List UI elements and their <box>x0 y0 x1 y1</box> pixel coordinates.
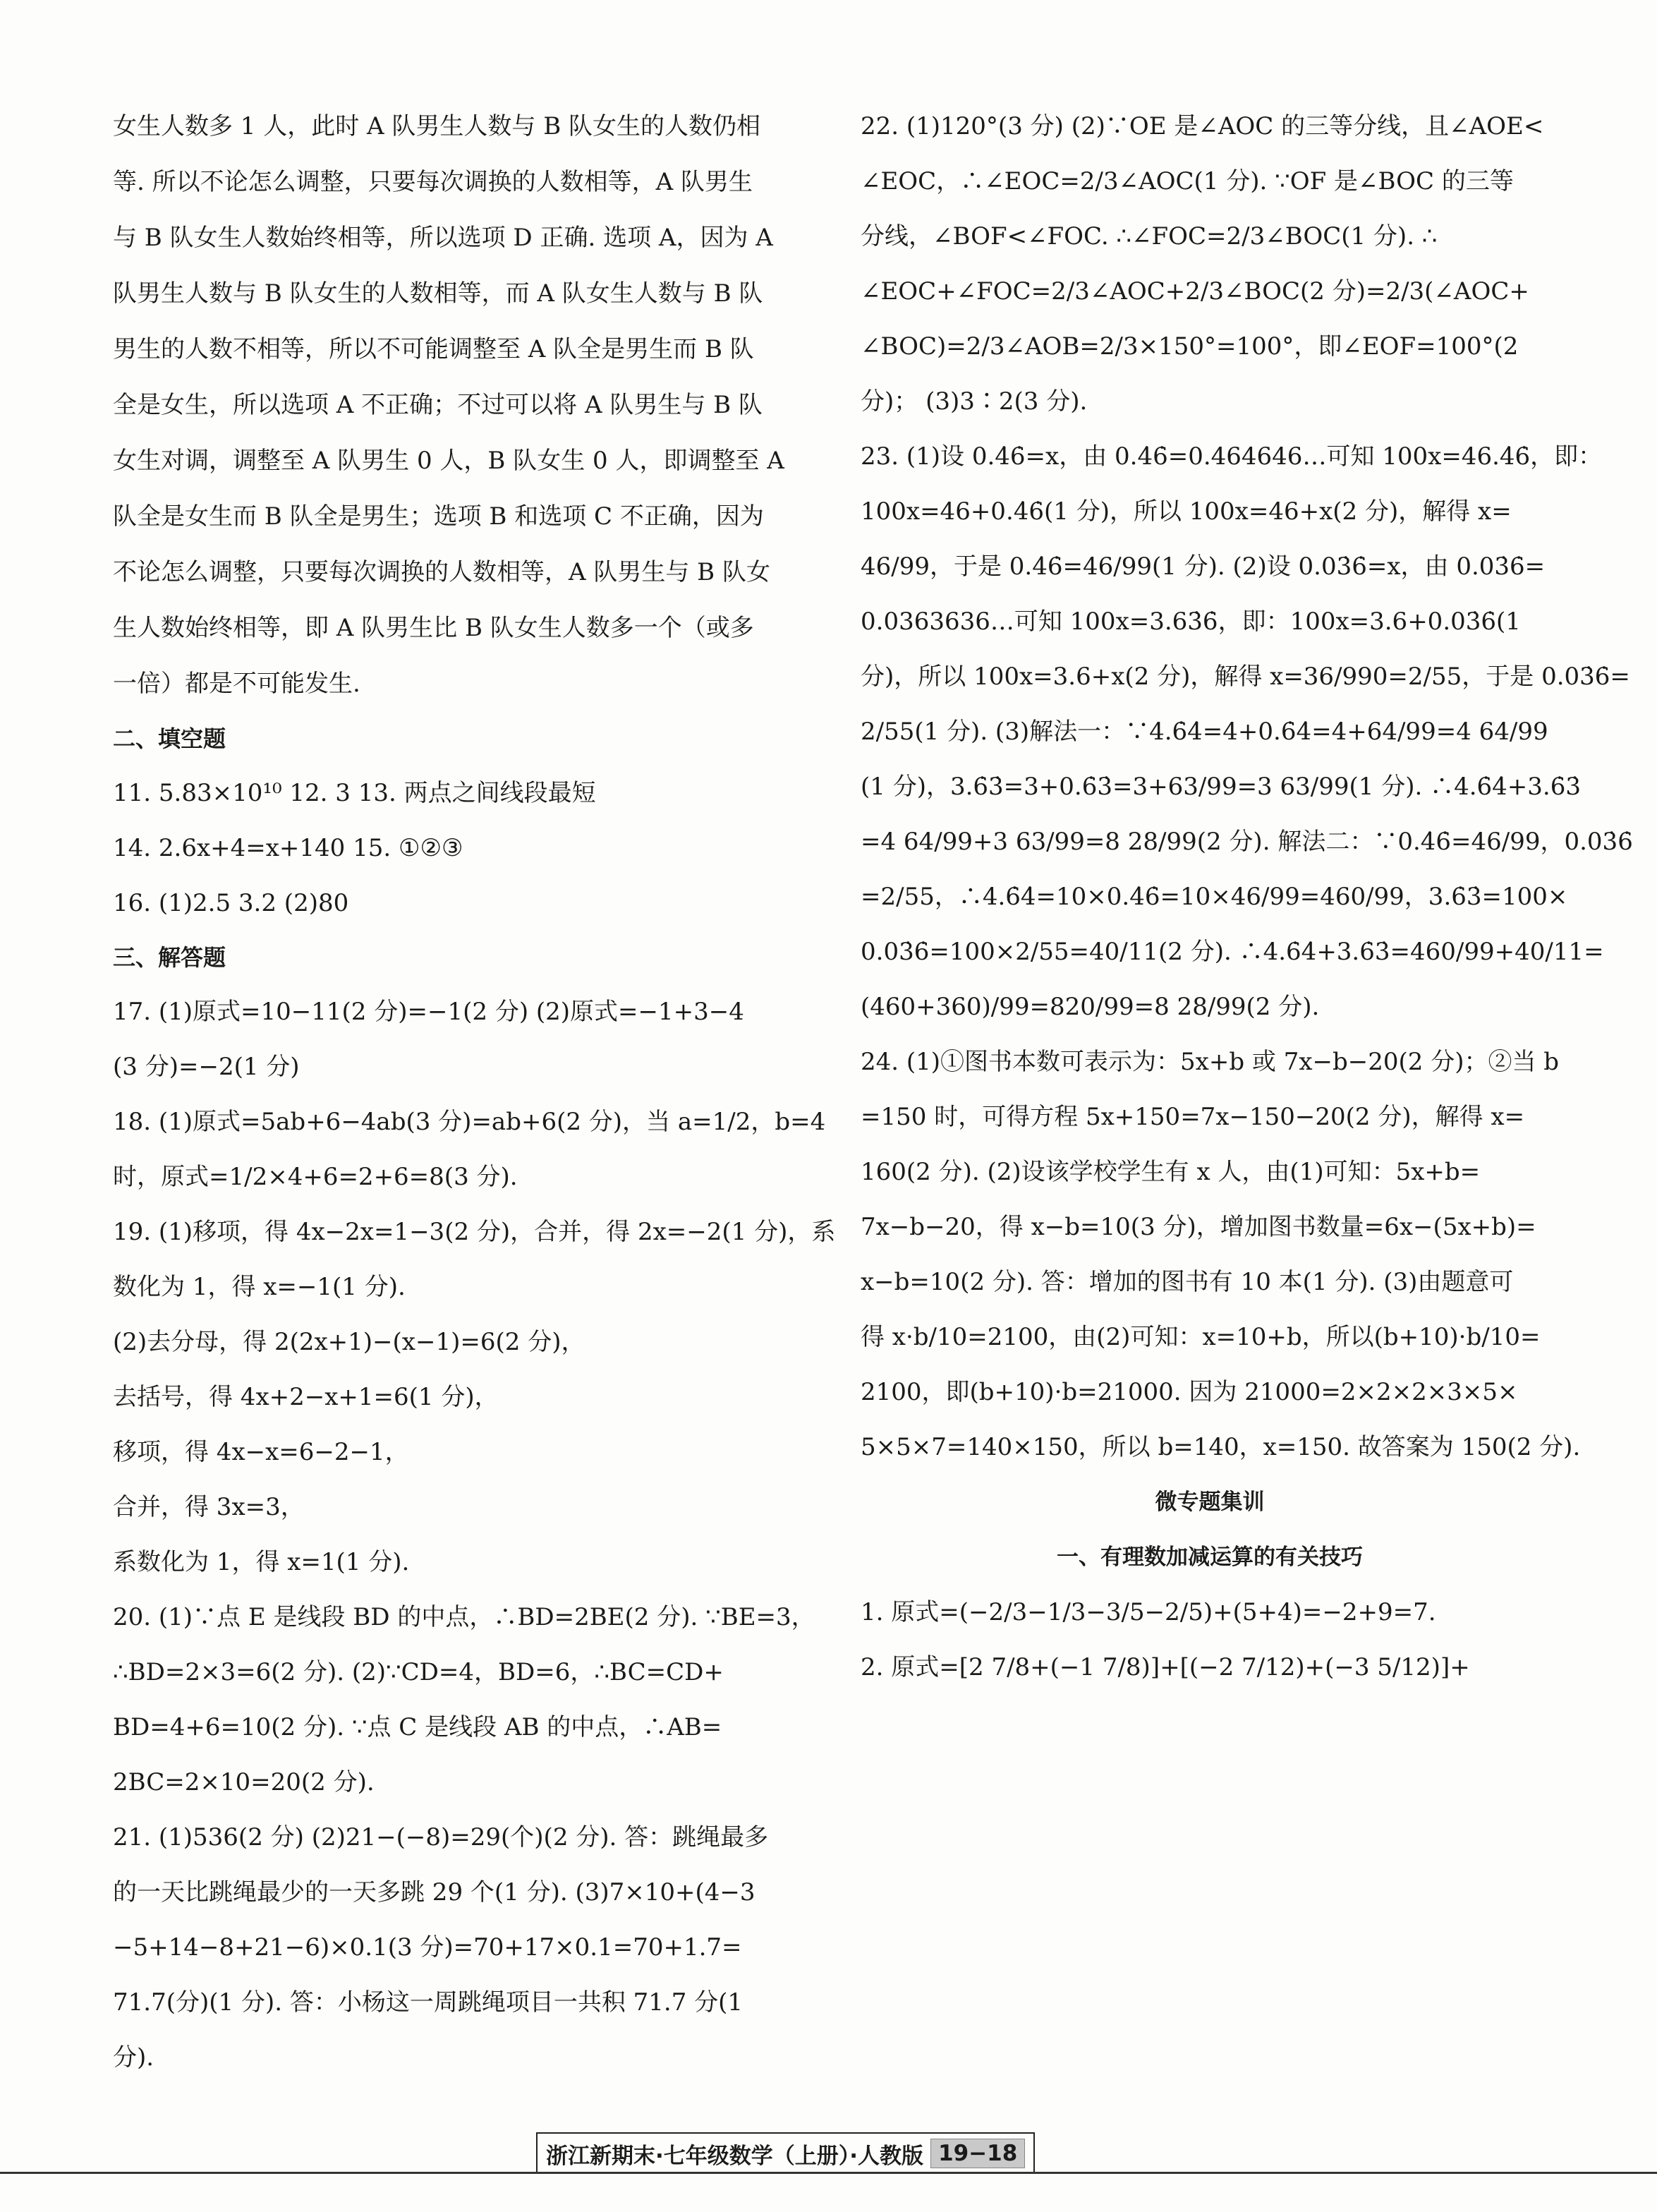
right-column <box>861 99 1633 1695</box>
section-heading-fill: 二、填空题 <box>113 725 226 752</box>
answer-line: 移项，得 4x−x=6−2−1， <box>113 1438 409 1466</box>
footer-divider <box>0 2172 1657 2174</box>
answer-line: 18. (1)原式=5ab+6−4ab(3 分)=ab+6(2 分)，当 a=1/2，b=4 <box>113 1108 826 1136</box>
answer-line: 系数化为 1，得 x=1(1 分). <box>113 1548 410 1576</box>
answer-line: (3 分)=−2(1 分) <box>113 1053 300 1081</box>
text-line: 队全是女生而 B 队全是男生；选项 B 和选项 C 不正确，因为 <box>113 502 764 531</box>
text-line: 一倍）都是不可能发生. <box>113 670 360 698</box>
answer-line: ∠BOC)=2/3∠AOB=2/3×150°=100°，即∠EOF=100°(2 <box>861 332 1519 361</box>
text-line: 生人数始终相等，即 A 队男生比 B 队女生人数多一个（或多 <box>113 614 754 642</box>
answer-line: 5×5×7=140×150，所以 b=140，x=150. 故答案为 150(2 分). <box>861 1433 1581 1461</box>
text-line: 不论怎么调整，只要每次调换的人数相等，A 队男生与 B 队女 <box>113 558 770 586</box>
answer-line: 19. (1)移项，得 4x−2x=1−3(2 分)，合并，得 2x=−2(1 分)，系 <box>113 1218 836 1246</box>
answer-line: 0.03̇6̇=100×2/55=40/11(2 分). ∴4.6̇4̇+3.6̇3̇=460/99+40/11= <box>861 938 1604 966</box>
answer-line: ∠EOC，∴∠EOC=2/3∠AOC(1 分). ∵OF 是∠BOC 的三等 <box>861 167 1514 195</box>
answer-line: 160(2 分). (2)设该学校学生有 x 人，由(1)可知：5x+b= <box>861 1158 1481 1186</box>
answer-line: (2)去分母，得 2(2x+1)−(x−1)=6(2 分)， <box>113 1328 585 1356</box>
right-answers <box>861 99 1633 1475</box>
answer-line: 7x−b−20，得 x−b=10(3 分)，增加图书数量=6x−(5x+b)= <box>861 1213 1536 1241</box>
answer-line: 20. (1)∵点 E 是线段 BD 的中点，∴BD=2BE(2 分). ∵BE=3， <box>113 1603 815 1631</box>
footer-book-label: 浙江新期末·七年级数学（上册）·人教版 <box>546 2143 924 2169</box>
fill-answer: 11. 5.83×10¹⁰ 12. 3 13. 两点之间线段最短 <box>113 779 596 807</box>
answer-line: 24. (1)①图书本数可表示为：5x+b 或 7x−b−20(2 分)；②当 b <box>861 1048 1560 1076</box>
answer-line: 17. (1)原式=10−11(2 分)=−1(2 分) (2)原式=−1+3−4 <box>113 998 744 1026</box>
answer-line: 的一天比跳绳最少的一天多跳 29 个(1 分). (3)7×10+(4−3 <box>113 1878 755 1906</box>
text-line: 男生的人数不相等，所以不可能调整至 A 队全是男生而 B 队 <box>113 335 754 363</box>
answer-line: 46/99，于是 0.4̇6̇=46/99(1 分). (2)设 0.03̇6̇=x，由 0.03̇6̇= <box>861 552 1546 581</box>
answer-line: ∴BD=2×3=6(2 分). (2)∵CD=4，BD=6，∴BC=CD+ <box>113 1658 724 1686</box>
text-line: 队男生人数与 B 队女生的人数相等，而 A 队女生人数与 B 队 <box>113 279 763 308</box>
text-line: 与 B 队女生人数始终相等，所以选项 D 正确. 选项 A，因为 A <box>113 224 773 252</box>
answer-line: x−b=10(2 分). 答：增加的图书有 10 本(1 分). (3)由题意可 <box>861 1268 1514 1296</box>
special-topic-title: 微专题集训 <box>1155 1489 1265 1515</box>
answer-line: 23. (1)设 0.4̇6̇=x，由 0.4̇6̇=0.464646…可知 100x=46.4̇6̇，即： <box>861 442 1603 471</box>
answer-line: 2BC=2×10=20(2 分). <box>113 1768 375 1796</box>
answer-line: 71.7(分)(1 分). 答：小杨这一周跳绳项目一共积 71.7 分(1 <box>113 1988 743 2017</box>
answer-line: 2/55(1 分). (3)解法一：∵4.6̇4̇=4+0.6̇4̇=4+64/99=4 64/99 <box>861 718 1548 746</box>
left-column <box>113 99 839 2085</box>
answer-line: 合并，得 3x=3， <box>113 1493 305 1521</box>
answer-line: 去括号，得 4x+2−x+1=6(1 分)， <box>113 1383 499 1411</box>
answer-line: ∠EOC+∠FOC=2/3∠AOC+2/3∠BOC(2 分)=2/3(∠AOC+ <box>861 277 1529 306</box>
text-line: 女生人数多 1 人，此时 A 队男生人数与 B 队女生的人数仍相 <box>113 112 761 140</box>
fill-answer: 16. (1)2.5 3.2 (2)80 <box>113 889 349 917</box>
answer-line: 1. 原式=(−2/3−1/3−3/5−2/5)+(5+4)=−2+9=7. <box>861 1598 1436 1626</box>
answer-line: 分线，∠BOF<∠FOC. ∴∠FOC=2/3∠BOC(1 分). ∴ <box>861 222 1438 250</box>
answer-line: 得 x·b/10=2100，由(2)可知：x=10+b，所以(b+10)·b/10= <box>861 1323 1541 1351</box>
solve-answers <box>113 984 839 2085</box>
answer-line: 数化为 1，得 x=−1(1 分). <box>113 1273 406 1301</box>
answer-line: 21. (1)536(2 分) (2)21−(−8)=29(个)(2 分). 答：跳绳最多 <box>113 1823 769 1851</box>
answer-line: =150 时，可得方程 5x+150=7x−150−20(2 分)，解得 x= <box>861 1103 1525 1131</box>
intro-paragraph <box>113 99 839 712</box>
answer-line: −5+14−8+21−6)×0.1(3 分)=70+17×0.1=70+1.7= <box>113 1933 742 1962</box>
fill-answer: 14. 2.6x+4=x+140 15. ①②③ <box>113 834 463 862</box>
text-line: 等. 所以不论怎么调整，只要每次调换的人数相等，A 队男生 <box>113 168 753 196</box>
answer-line: 分)； (3)3∶2(3 分). <box>861 387 1088 416</box>
answer-line: (460+360)/99=820/99=8 28/99(2 分). <box>861 993 1320 1021</box>
answer-line: (1 分)，3.6̇3̇=3+0.6̇3̇=3+63/99=3 63/99(1 分). ∴4.6̇4̇+3.6̇3̇ <box>861 773 1581 801</box>
page-footer <box>536 2132 1035 2173</box>
answer-line: 时，原式=1/2×4+6=2+6=8(3 分). <box>113 1163 518 1191</box>
text-line: 女生对调，调整至 A 队男生 0 人，B 队女生 0 人，即调整至 A <box>113 447 784 475</box>
answer-line: 0.0363636…可知 100x=3.63̇6̇，即：100x=3.6+0.03̇6̇(1 <box>861 608 1521 636</box>
page-number-badge: 19−18 <box>930 2139 1025 2168</box>
answer-line: BD=4+6=10(2 分). ∵点 C 是线段 AB 的中点，∴AB= <box>113 1713 722 1741</box>
answer-line: 22. (1)120°(3 分) (2)∵OE 是∠AOC 的三等分线，且∠AOE< <box>861 112 1544 140</box>
answer-line: =4 64/99+3 63/99=8 28/99(2 分). 解法二：∵0.4̇6̇=46/99，0.03̇6̇ <box>861 828 1633 856</box>
section-heading-solve: 三、解答题 <box>113 944 226 971</box>
answer-line: 100x=46+0.4̇6̇(1 分)，所以 100x=46+x(2 分)，解得 x= <box>861 497 1512 526</box>
answer-line: 2. 原式=[2 7/8+(−1 7/8)]+[(−2 7/12)+(−3 5/12)]+ <box>861 1653 1470 1681</box>
special-topic-subtitle: 一、有理数加减运算的有关技巧 <box>1057 1545 1363 1570</box>
text-line: 全是女生，所以选项 A 不正确；不过可以将 A 队男生与 B 队 <box>113 391 763 419</box>
answer-line: 2100，即(b+10)·b=21000. 因为 21000=2×2×2×3×5× <box>861 1378 1518 1406</box>
answer-line: =2/55，∴4.6̇4̇=10×0.4̇6̇=10×46/99=460/99，3.6̇3̇=100× <box>861 883 1568 911</box>
answer-line: 分)，所以 100x=3.6+x(2 分)，解得 x=36/990=2/55，于是 0.03̇6̇= <box>861 663 1630 691</box>
answer-line: 分). <box>113 2043 154 2072</box>
